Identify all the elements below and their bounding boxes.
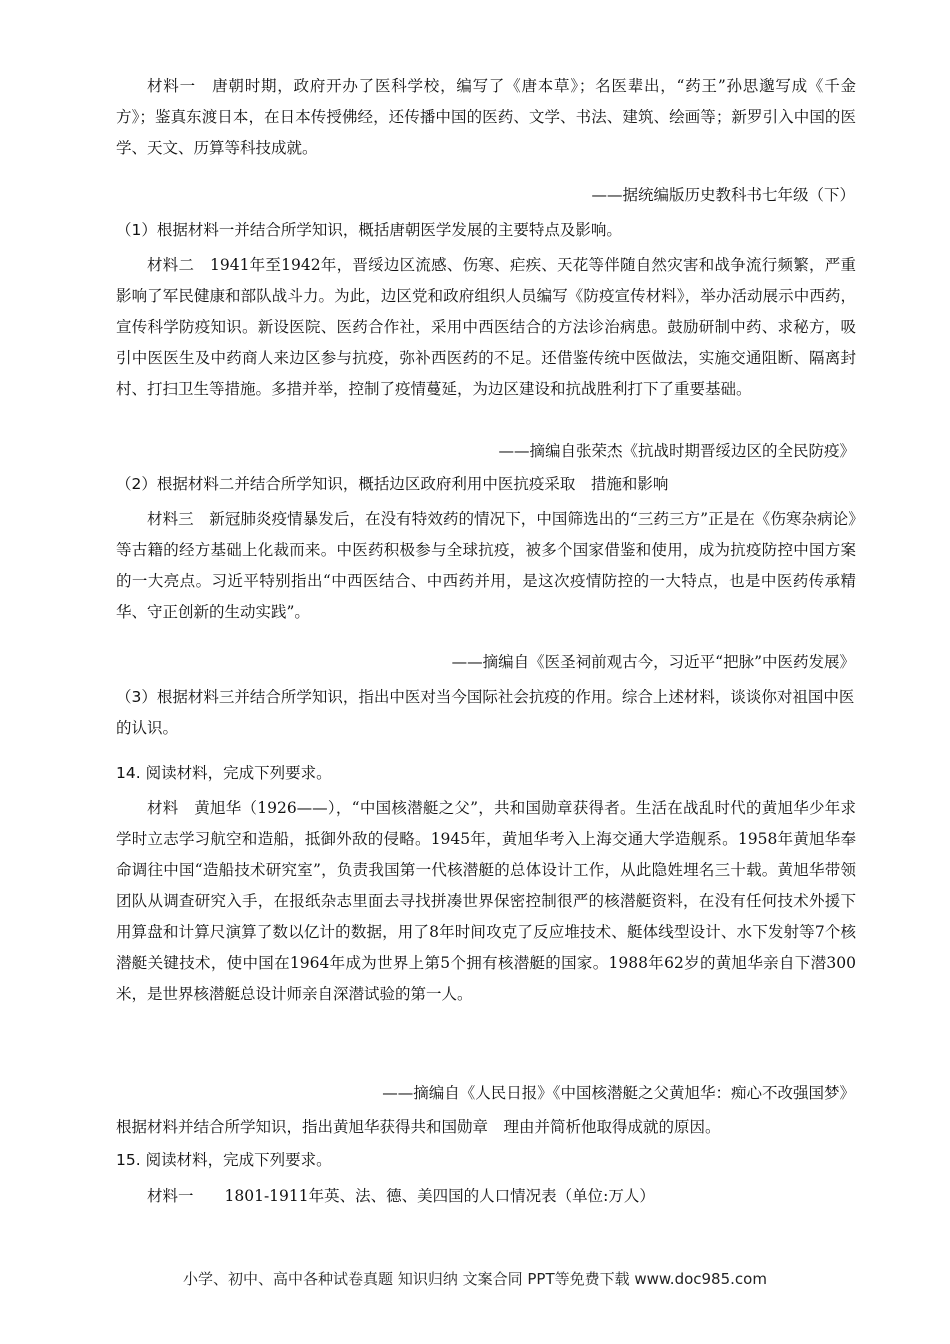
question-14-heading: 14. 阅读材料，完成下列要求。: [116, 764, 332, 782]
question-14-prompt: 根据材料并结合所学知识，指出黄旭华获得共和国勋章 理由并简析他取得成就的原因。: [116, 1118, 721, 1136]
question-2: （2）根据材料二并结合所学知识，概括边区政府利用中医抗疫采取 措施和影响: [116, 475, 669, 493]
material-3-source: ——摘编自《医圣祠前观古今，习近平“把脉”中医药发展》: [451, 653, 855, 671]
material-2-text: 材料二 1941年至1942年，晋绥边区流感、伤寒、疟疾、天花等伴随自然灾害和战争流行频繁，严重影响了军民健康和部队战斗力。为此，边区党和政府组织人员编写《防疫宣传材料》，举办活动展示中西药，宣传科学防疫知识。新设医院、医药合作社，采用中西医结合的方法诊治病患。鼓励研制中药、求秘方，吸引中医医生及中药商人来边区参与抗疫，弥补西医药的不足。还借鉴传统中医做法，实施交通阻断、隔离封村、打扫卫生等措施。多措并举，控制了疫情蔓延，为边区建设和抗战胜利打下了重要基础。: [116, 256, 856, 398]
question-14-source: ——摘编自《人民日报》《中国核潜艇之父黄旭华：痴心不改强国梦》: [382, 1084, 855, 1102]
question-15-material-1: 材料一 1801-1911年英、法、德、美四国的人口情况表（单位:万人）: [147, 1187, 655, 1205]
material-2-source: ——摘编自张荣杰《抗战时期晋绥边区的全民防疫》: [498, 442, 855, 460]
question-1: （1）根据材料一并结合所学知识，概括唐朝医学发展的主要特点及影响。: [116, 221, 622, 239]
page-footer: 小学、初中、高中各种试卷真题 知识归纳 文案合同 PPT等免费下载 www.doc985.com: [183, 1270, 767, 1288]
question-15-heading: 15. 阅读材料，完成下列要求。: [116, 1151, 332, 1169]
question-14-material: 材料 黄旭华（1926——），“中国核潜艇之父”，共和国勋章获得者。生活在战乱时代的黄旭华少年求学时立志学习航空和造船，抵御外敌的侵略。1945年，黄旭华考入上海交通大学造舰系。1958年黄旭华奉命调往中国“造船技术研究室”，负责我国第一代核潜艇的总体设计工作，从此隐姓埋名三十载。黄旭华带领团队从调查研究入手，在报纸杂志里面去寻找拼凑世界保密控制很严的核潜艇资料，在没有任何技术外援下用算盘和计算尺演算了数以亿计的数据，用了8年时间攻克了反应堆技术、艇体线型设计、水下发射等7个核潜艇关键技术，使中国在1964年成为世界上第5个拥有核潜艇的国家。1988年62岁的黄旭华亲自下潜300米，是世界核潜艇总设计师亲自深潜试验的第一人。: [116, 799, 856, 1003]
material-1-text: 材料一 唐朝时期，政府开办了医科学校，编写了《唐本草》；名医辈出，“药王”孙思邈写成《千金方》；鉴真东渡日本，在日本传授佛经，还传播中国的医药、文学、书法、建筑、绘画等；新罗引入中国的医学、天文、历算等科技成就。: [116, 77, 856, 157]
material-3-text: 材料三 新冠肺炎疫情暴发后，在没有特效药的情况下，中国筛选出的“三药三方”正是在《伤寒杂病论》等古籍的经方基础上化裁而来。中医药积极参与全球抗疫，被多个国家借鉴和使用，成为抗疫防控中国方案的一大亮点。习近平特别指出“中西医结合、中西药并用，是这次疫情防控的一大特点，也是中医药传承精华、守正创新的生动实践”。: [116, 510, 856, 621]
material-1-source: ——据统编版历史教科书七年级（下）: [591, 186, 855, 204]
question-3: （3）根据材料三并结合所学知识，指出中医对当今国际社会抗疫的作用。综合上述材料，谈谈你对祖国中医的认识。: [116, 688, 855, 737]
